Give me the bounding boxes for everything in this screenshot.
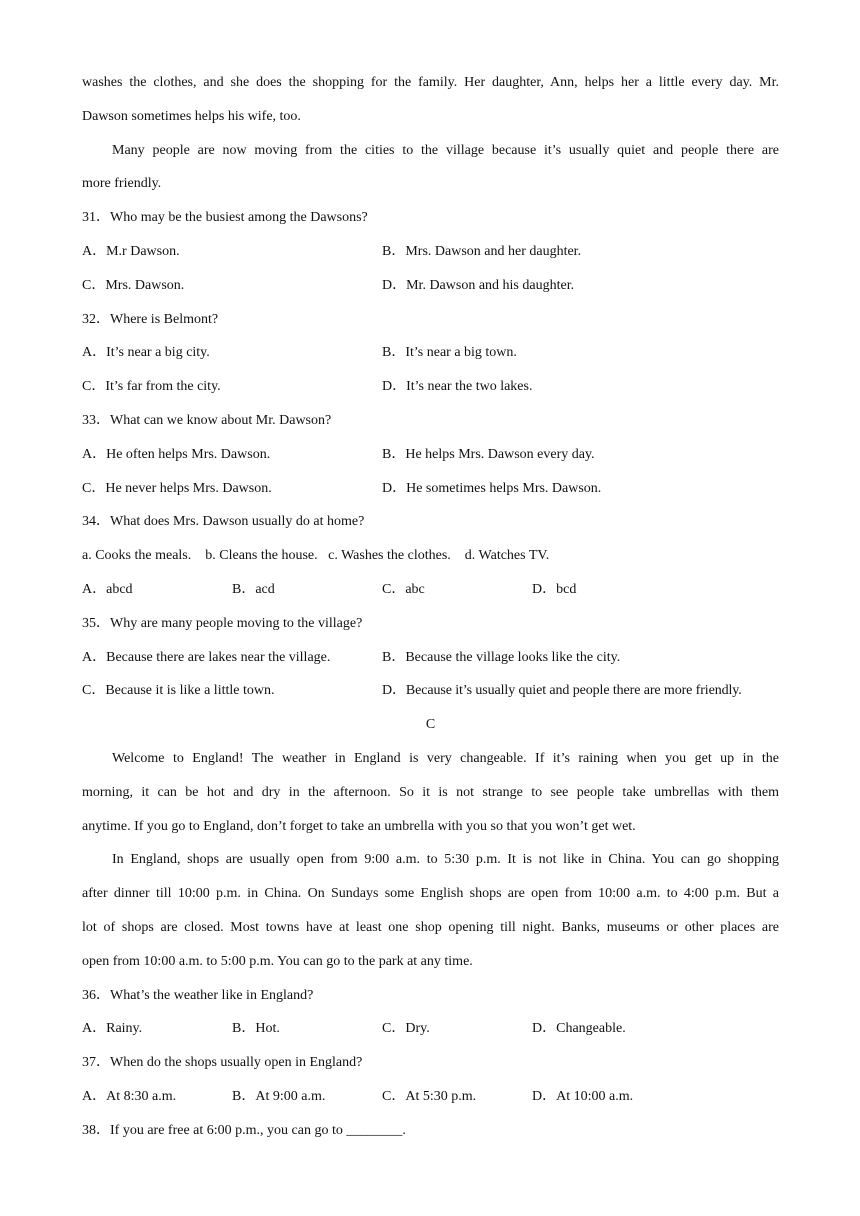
option-c[interactable]: C．abc	[382, 581, 425, 597]
paragraph-line: open from 10:00 a.m. to 5:00 p.m. You can go to the park at any time.	[82, 953, 473, 969]
option-b[interactable]: B．It’s near a big town.	[382, 345, 517, 361]
paragraph-line: Dawson sometimes helps his wife, too.	[82, 108, 301, 124]
question-stem: 33．What can we know about Mr. Dawson?	[82, 412, 332, 428]
option-b[interactable]: B．At 9:00 a.m.	[232, 1088, 326, 1104]
option-d[interactable]: D．bcd	[532, 581, 577, 597]
option-c[interactable]: C．At 5:30 p.m.	[382, 1088, 477, 1104]
question-33	[82, 404, 779, 505]
question-stem: 34．What does Mrs. Dawson usually do at home?	[82, 514, 365, 530]
option-b[interactable]: B．Mrs. Dawson and her daughter.	[382, 243, 582, 259]
option-c[interactable]: C．Dry.	[382, 1021, 430, 1037]
option-a[interactable]: A．M.r Dawson.	[82, 243, 180, 259]
paragraph-line: In England, shops are usually open from 9:00 a.m. to 5:30 p.m. It is not like in China. You can go shopping	[112, 852, 779, 868]
option-d[interactable]: D．He sometimes helps Mrs. Dawson.	[382, 480, 602, 496]
option-d[interactable]: D．Mr. Dawson and his daughter.	[382, 277, 575, 293]
paragraph-line: anytime. If you go to England, don’t forget to take an umbrella with you so that you won’t get wet.	[82, 818, 636, 834]
question-stem: 38．If you are free at 6:00 p.m., you can go to ________.	[82, 1122, 406, 1138]
options-row	[82, 269, 779, 303]
option-a[interactable]: A．It’s near a big city.	[82, 345, 210, 361]
option-a[interactable]: A．Because there are lakes near the village.	[82, 649, 331, 665]
paragraph-line: washes the clothes, and she does the shopping for the family. Her daughter, Ann, helps her a little every day. Mr.	[82, 75, 779, 90]
option-a[interactable]: A．abcd	[82, 581, 133, 597]
option-d[interactable]: D．At 10:00 a.m.	[532, 1088, 634, 1104]
paragraph-line: more friendly.	[82, 176, 162, 192]
options-row	[82, 472, 779, 506]
option-c[interactable]: C．He never helps Mrs. Dawson.	[82, 480, 272, 496]
options-row	[82, 674, 779, 708]
question-stem: 31．Who may be the busiest among the Dawsons?	[82, 210, 368, 226]
question-34	[82, 505, 779, 606]
option-a[interactable]: A．Rainy.	[82, 1021, 143, 1037]
options-row	[82, 438, 779, 472]
option-c[interactable]: C．Because it is like a little town.	[82, 683, 275, 699]
question-stem: 32．Where is Belmont?	[82, 311, 219, 327]
question-stem: 37．When do the shops usually open in England?	[82, 1055, 363, 1071]
option-a[interactable]: A．He often helps Mrs. Dawson.	[82, 446, 271, 462]
question-sub-items: a. Cooks the meals. b. Cleans the house. c. Washes the clothes. d. Watches TV.	[82, 548, 550, 564]
passage-b-continuation	[82, 66, 779, 201]
question-36	[82, 979, 779, 1047]
option-a[interactable]: A．At 8:30 a.m.	[82, 1088, 177, 1104]
question-stem: 35．Why are many people moving to the village?	[82, 615, 363, 631]
document-page	[82, 66, 779, 1148]
question-stem: 36．What’s the weather like in England?	[82, 987, 314, 1003]
options-row	[82, 336, 779, 370]
question-37	[82, 1046, 779, 1114]
options-row	[82, 235, 779, 269]
options-row	[82, 1080, 779, 1114]
option-b[interactable]: B．Because the village looks like the city.	[382, 649, 621, 665]
option-c[interactable]: C．Mrs. Dawson.	[82, 277, 185, 293]
options-row	[82, 370, 779, 404]
question-35	[82, 607, 779, 708]
option-b[interactable]: B．He helps Mrs. Dawson every day.	[382, 446, 595, 462]
section-heading: C	[425, 717, 436, 733]
options-row	[82, 573, 779, 607]
option-d[interactable]: D．Changeable.	[532, 1021, 626, 1037]
paragraph-line: lot of shops are closed. Most towns have at least one shop opening till night. Banks, museums or other places are	[82, 919, 779, 935]
question-32	[82, 303, 779, 404]
section-c	[82, 708, 779, 978]
options-row	[82, 1012, 779, 1046]
option-d[interactable]: D．It’s near the two lakes.	[382, 379, 533, 395]
paragraph-line: Welcome to England! The weather in England is very changeable. If it’s raining when you get up in the	[112, 750, 779, 766]
question-31	[82, 201, 779, 302]
options-row	[82, 641, 779, 675]
question-38	[82, 1114, 779, 1148]
paragraph-line: after dinner till 10:00 p.m. in China. On Sundays some English shops are open from 10:00 a.m. to 4:00 p.m. But a	[82, 886, 779, 902]
paragraph-line: Many people are now moving from the cities to the village because it’s usually quiet and people there are	[112, 142, 779, 158]
option-b[interactable]: B．acd	[232, 581, 275, 597]
option-d[interactable]: D．Because it’s usually quiet and people there are more friendly.	[382, 683, 742, 699]
option-b[interactable]: B．Hot.	[232, 1021, 280, 1037]
option-c[interactable]: C．It’s far from the city.	[82, 379, 221, 395]
paragraph-line: morning, it can be hot and dry in the afternoon. So it is not strange to see people take umbrellas with them	[82, 784, 779, 800]
